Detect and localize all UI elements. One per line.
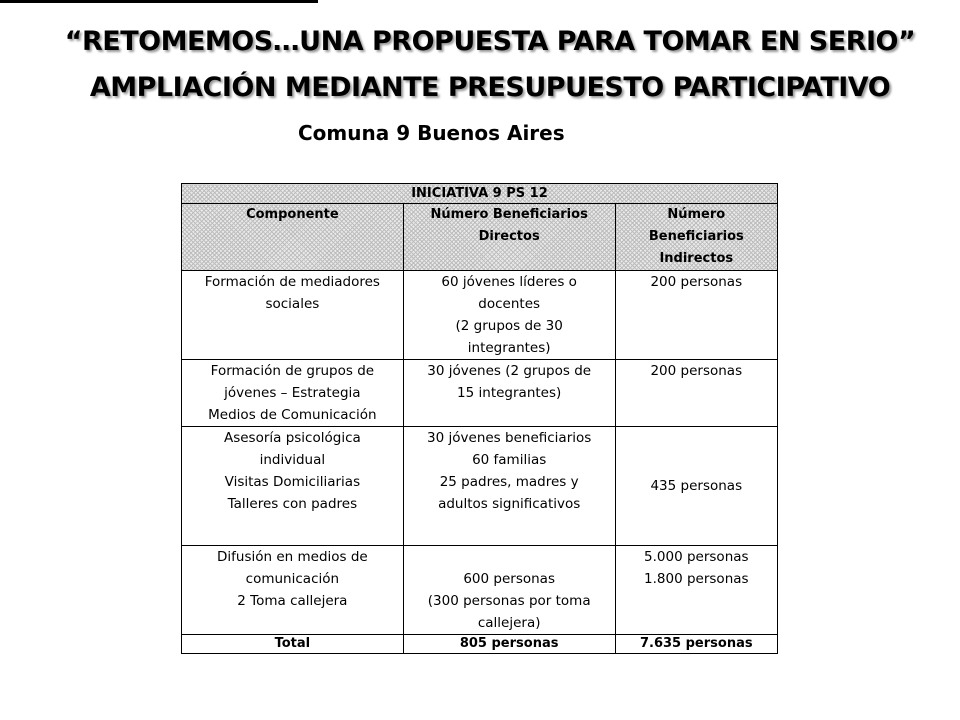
table-row xyxy=(182,427,778,546)
page-subtitle: Comuna 9 Buenos Aires xyxy=(298,121,565,145)
cell-line: Medios de Comunicación xyxy=(208,407,377,423)
direct-cell xyxy=(403,360,615,427)
cell-line: Formación de mediadores xyxy=(204,274,380,290)
cell-line: (300 personas por toma xyxy=(427,593,591,609)
column-header-direct-label: Número Beneficiarios Directos xyxy=(430,207,588,244)
table-row xyxy=(182,271,778,360)
cell-line: 200 personas xyxy=(650,363,743,379)
cell-line: adultos significativos xyxy=(438,496,581,512)
indirect-cell xyxy=(615,427,777,546)
total-direct: 805 personas xyxy=(403,635,615,654)
component-cell xyxy=(182,271,404,360)
cell-line: comunicación xyxy=(245,571,340,587)
direct-cell xyxy=(403,546,615,635)
cell-line: 15 integrantes) xyxy=(457,385,562,401)
cell-line: 25 padres, madres y xyxy=(439,474,579,490)
cell-line: sociales xyxy=(265,296,320,312)
column-header-indirect-line: Indirectos xyxy=(659,251,734,266)
cell-line: 30 jóvenes (2 grupos de xyxy=(427,363,592,379)
cell-line: Difusión en medios de xyxy=(217,549,368,565)
table-row xyxy=(182,546,778,635)
component-cell xyxy=(182,427,404,546)
indirect-cell xyxy=(615,546,777,635)
direct-cell xyxy=(403,271,615,360)
table-row xyxy=(182,360,778,427)
direct-cell xyxy=(403,427,615,546)
top-rule xyxy=(0,0,318,3)
indirect-cell xyxy=(615,360,777,427)
total-indirect: 7.635 personas xyxy=(615,635,777,654)
cell-line: 5.000 personas xyxy=(644,549,749,565)
cell-line: 600 personas xyxy=(463,571,555,587)
component-cell xyxy=(182,546,404,635)
cell-line: (2 grupos de 30 xyxy=(455,318,563,334)
column-header-component-label: Componente xyxy=(246,207,339,222)
indirect-cell xyxy=(615,271,777,360)
column-header-indirect-line: Beneficiarios xyxy=(648,229,744,244)
cell-line: callejera) xyxy=(477,615,541,631)
cell-line: Asesoría psicológica xyxy=(223,430,361,446)
cell-line: Visitas Domiciliarias xyxy=(224,474,361,490)
cell-line: 435 personas xyxy=(650,478,743,494)
cell-line: 1.800 personas xyxy=(644,571,749,587)
cell-line: 200 personas xyxy=(650,274,743,290)
cell-line: integrantes) xyxy=(467,340,551,356)
cell-line: Formación de grupos de xyxy=(210,363,375,379)
column-header-direct xyxy=(403,204,615,271)
cell-line: 30 jóvenes beneficiarios xyxy=(427,430,592,446)
table-caption: INICIATIVA 9 PS 12 xyxy=(182,184,778,204)
page-title-line-2: AMPLIACIÓN MEDIANTE PRESUPUESTO PARTICIPATIVO xyxy=(89,72,891,103)
column-header-component xyxy=(182,204,404,271)
cell-line: 60 jóvenes líderes o xyxy=(441,274,577,290)
cell-line: Talleres con padres xyxy=(227,496,358,512)
initiative-table xyxy=(181,183,778,654)
cell-line: 60 familias xyxy=(472,452,547,468)
cell-line: jóvenes – Estrategia xyxy=(224,385,361,401)
cell-line: 2 Toma callejera xyxy=(237,593,348,609)
column-header-indirect-line: Número xyxy=(667,207,726,222)
total-label: Total xyxy=(182,635,404,654)
page-title-line-1: “RETOMEMOS…UNA PROPUESTA PARA TOMAR EN SERIO” xyxy=(64,26,916,57)
column-header-indirect xyxy=(615,204,777,271)
cell-line: individual xyxy=(259,452,326,468)
cell-line: docentes xyxy=(478,296,541,312)
table-total-row xyxy=(182,635,778,654)
component-cell xyxy=(182,360,404,427)
